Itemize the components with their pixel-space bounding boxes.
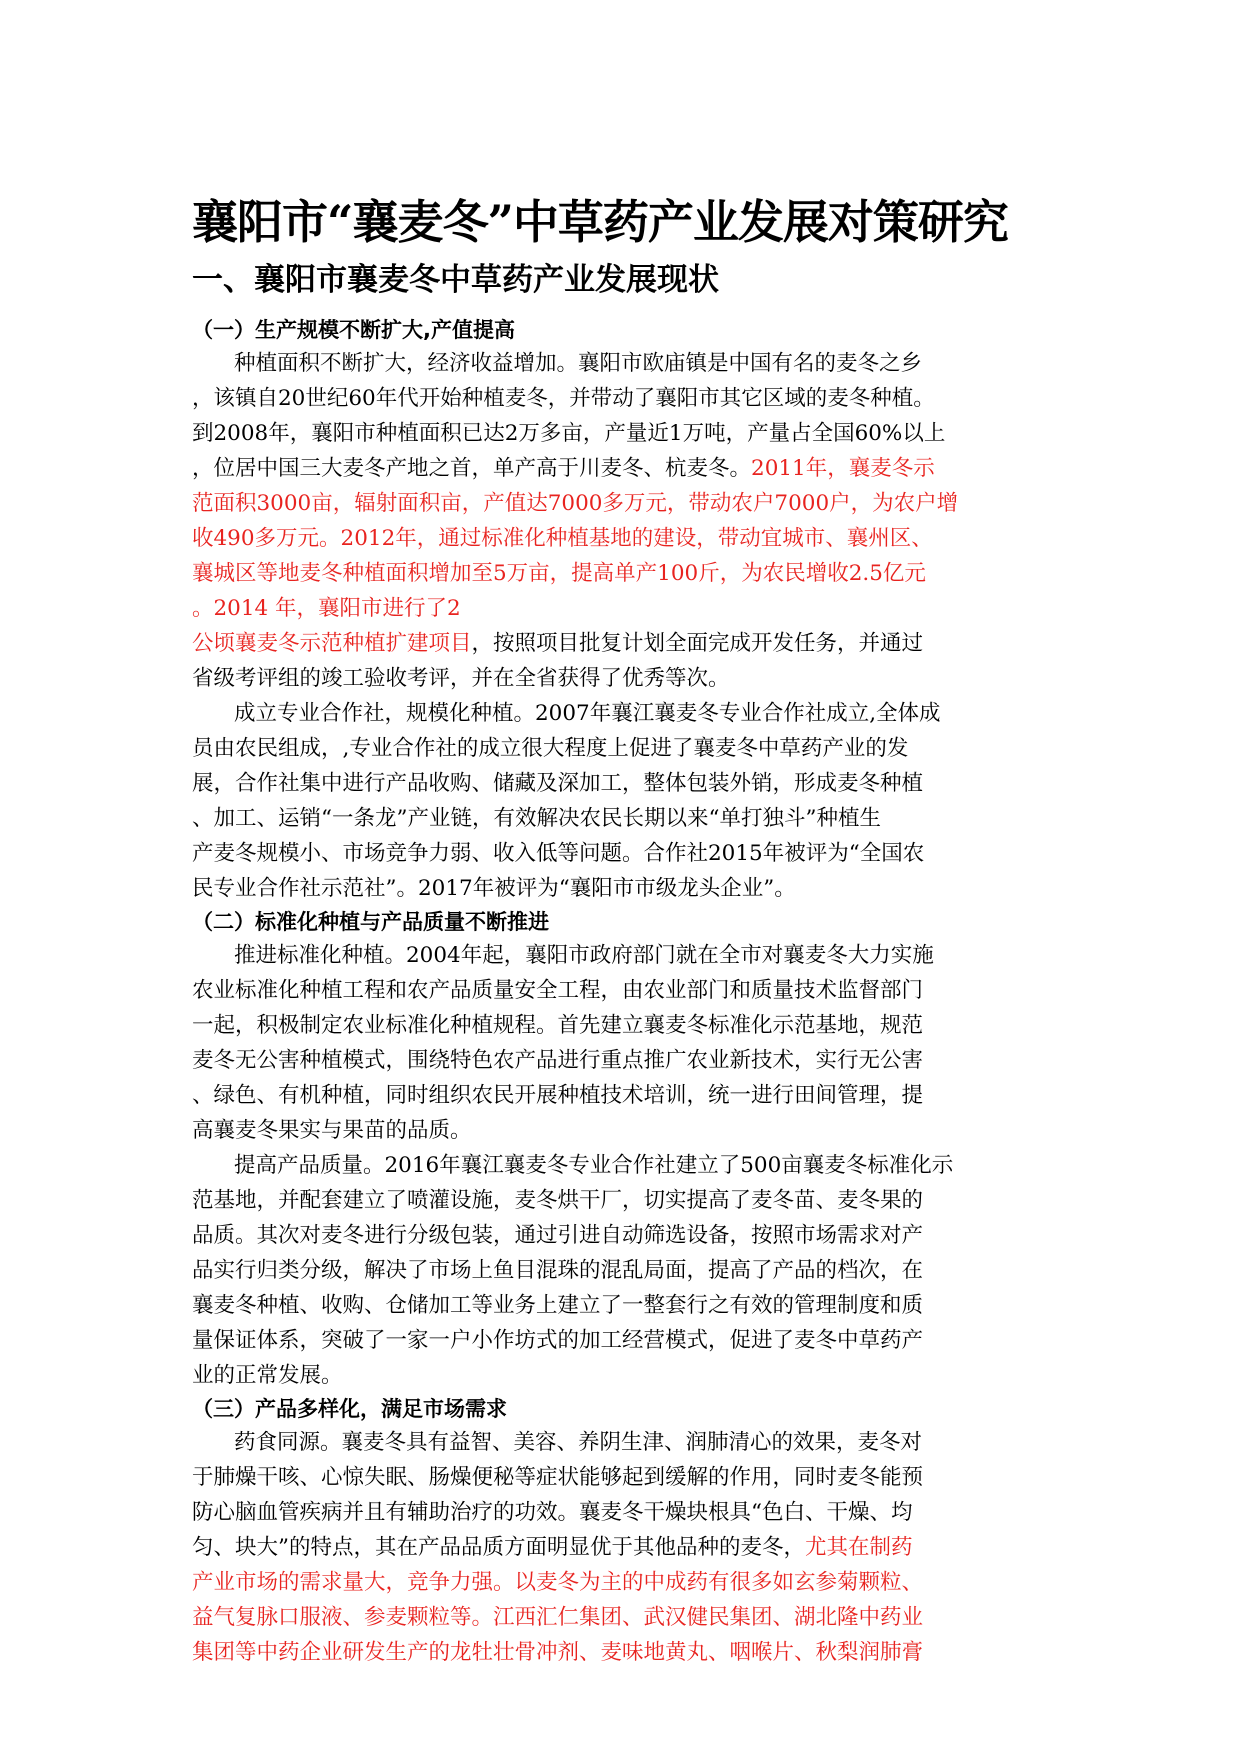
paragraph-line <box>192 381 1044 416</box>
paragraph-line <box>192 766 1044 801</box>
paragraph <box>192 938 1044 1148</box>
paragraph-line <box>192 1425 1044 1460</box>
paragraph-line <box>192 1495 1044 1530</box>
paragraph <box>192 346 1044 696</box>
text-run: 、绿色、有机种植，同时组织农民开展种植技术培训，统一进行田间管理，提 <box>192 1083 924 1108</box>
paragraph-line <box>192 801 1044 836</box>
document-body <box>192 192 1044 1670</box>
text-run: 品质。其次对麦冬进行分级包装，通过引进自动筛选设备，按照市场需求对产 <box>192 1223 924 1248</box>
paragraph-line <box>192 696 1044 731</box>
paragraph-line <box>192 1288 1044 1323</box>
paragraph-line <box>192 871 1044 906</box>
paragraph <box>192 1148 1044 1393</box>
text-run: ，位居中国三大麦冬产地之首，单产高于川麦冬、杭麦冬。 <box>192 456 752 481</box>
paragraph-line <box>192 1565 1044 1600</box>
paragraph-line <box>192 938 1044 973</box>
highlighted-text: 产业市场的需求量大，竞争力强。以麦冬为主的中成药有很多如玄参菊颗粒、 <box>192 1570 924 1595</box>
text-run: 范基地，并配套建立了喷灌设施，麦冬烘干厂，切实提高了麦冬苗、麦冬果的 <box>192 1188 924 1213</box>
paragraph-line <box>192 486 1044 521</box>
highlighted-text: 公顷襄麦冬示范种植扩建项目 <box>192 631 472 656</box>
text-run: 农业标准化种植工程和农产品质量安全工程，由农业部门和质量技术监督部门 <box>192 978 924 1003</box>
text-run: 员由农民组成，,专业合作社的成立很大程度上促进了襄麦冬中草药产业的发 <box>192 736 909 761</box>
text-run: 麦冬无公害种植模式，围绕特色农产品进行重点推广农业新技术，实行无公害 <box>192 1048 924 1073</box>
text-run: ，按照项目批复计划全面完成开发任务，并通过 <box>471 631 924 656</box>
text-run: 成立专业合作社，规模化种植。2007年襄江襄麦冬专业合作社成立,全体成 <box>234 701 941 726</box>
highlighted-text: 益气复脉口服液、参麦颗粒等。江西汇仁集团、武汉健民集团、湖北隆中药业 <box>192 1605 924 1630</box>
text-run: 高襄麦冬果实与果苗的品质。 <box>192 1118 472 1143</box>
text-run: 种植面积不断扩大，经济收益增加。襄阳市欧庙镇是中国有名的麦冬之乡 <box>234 351 923 376</box>
text-run: 一起，积极制定农业标准化种植规程。首先建立襄麦冬标准化示范基地，规范 <box>192 1013 924 1038</box>
text-run: 到2008年，襄阳市种植面积已达2万多亩，产量近1万吨，产量占全国60%以上 <box>192 421 946 446</box>
highlighted-text: 2011年，襄麦冬示 <box>751 456 935 481</box>
paragraph-line <box>192 451 1044 486</box>
highlighted-text: 尤其在制药 <box>805 1535 913 1560</box>
paragraph <box>192 1425 1044 1670</box>
paragraph-line <box>192 731 1044 766</box>
highlighted-text: 范面积3000亩，辐射面积亩，产值达7000多万元，带动农户7000户，为农户增 <box>192 491 959 516</box>
text-run: ，该镇自20世纪60年代开始种植麦冬，并带动了襄阳市其它区域的麦冬种植。 <box>192 386 935 411</box>
text-run: 匀、块大”的特点，其在产品品质方面明显优于其他品种的麦冬， <box>192 1535 805 1560</box>
text-run: 襄麦冬种植、收购、仓储加工等业务上建立了一整套行之有效的管理制度和质 <box>192 1293 924 1318</box>
text-run: 提高产品质量。2016年襄江襄麦冬专业合作社建立了500亩襄麦冬标准化示 <box>234 1153 954 1178</box>
paragraph-line <box>192 591 1044 626</box>
text-run: 推进标准化种植。2004年起，襄阳市政府部门就在全市对襄麦冬大力实施 <box>234 943 934 968</box>
text-run: 、加工、运销“一条龙”产业链，有效解决农民长期以来“单打独斗”种植生 <box>192 806 881 831</box>
highlighted-text: 集团等中药企业研发生产的龙牡壮骨冲剂、麦味地黄丸、咽喉片、秋梨润肺膏 <box>192 1640 924 1665</box>
paragraph-line <box>192 1113 1044 1148</box>
text-run: 防心脑血管疾病并且有辅助治疗的功效。襄麦冬干燥块根具“色白、干燥、均 <box>192 1500 913 1525</box>
paragraph <box>192 696 1044 906</box>
paragraph-line <box>192 1323 1044 1358</box>
paragraph-line <box>192 1008 1044 1043</box>
paragraph-line <box>192 626 1044 661</box>
paragraph-line <box>192 1078 1044 1113</box>
text-run: 品实行归类分级，解决了市场上鱼目混珠的混乱局面，提高了产品的档次，在 <box>192 1258 924 1283</box>
highlighted-text: 收490多万元。2012年，通过标准化种植基地的建设，带动宜城市、襄州区、 <box>192 526 933 551</box>
highlighted-text: 。2014 年，襄阳市进行了2 <box>192 596 461 621</box>
text-run: 量保证体系，突破了一家一户小作坊式的加工经营模式，促进了麦冬中草药产 <box>192 1328 924 1353</box>
subsection-heading-2: （二）标准化种植与产品质量不断推进 <box>192 910 549 934</box>
paragraph-line <box>192 1600 1044 1635</box>
paragraph-line <box>192 521 1044 556</box>
paragraph-line <box>192 556 1044 591</box>
section-heading: 一、襄阳市襄麦冬中草药产业发展现状 <box>192 262 719 298</box>
paragraph-line <box>192 973 1044 1008</box>
paragraph-line <box>192 1218 1044 1253</box>
paragraph-line <box>192 1635 1044 1670</box>
text-run: 产麦冬规模小、市场竞争力弱、收入低等问题。合作社2015年被评为“全国农 <box>192 841 925 866</box>
paragraph-line <box>192 1253 1044 1288</box>
text-run: 展，合作社集中进行产品收购、储藏及深加工，整体包装外销，形成麦冬种植 <box>192 771 924 796</box>
text-run: 药食同源。襄麦冬具有益智、美容、养阴生津、润肺清心的效果，麦冬对 <box>234 1430 923 1455</box>
paragraph-line <box>192 1358 1044 1393</box>
highlighted-text: 襄城区等地麦冬种植面积增加至5万亩，提高单产100斤，为农民增收2.5亿元 <box>192 561 926 586</box>
paragraph-line <box>192 346 1044 381</box>
document-title: 襄阳市“襄麦冬”中草药产业发展对策研究 <box>192 195 1008 249</box>
text-run: 民专业合作社示范社”。2017年被评为“襄阳市市级龙头企业”。 <box>192 876 796 901</box>
text-run: 于肺燥干咳、心惊失眠、肠燥便秘等症状能够起到缓解的作用，同时麦冬能预 <box>192 1465 924 1490</box>
paragraph-line <box>192 1530 1044 1565</box>
paragraph-line <box>192 1183 1044 1218</box>
text-run: 业的正常发展。 <box>192 1363 343 1388</box>
paragraph-line <box>192 1043 1044 1078</box>
text-run: 省级考评组的竣工验收考评，并在全省获得了优秀等次。 <box>192 666 730 691</box>
paragraph-line <box>192 661 1044 696</box>
subsection-heading-1: （一）生产规模不断扩大,产值提高 <box>192 318 515 342</box>
paragraph-line <box>192 416 1044 451</box>
paragraph-line <box>192 836 1044 871</box>
paragraph-line <box>192 1148 1044 1183</box>
subsection-heading-3: （三）产品多样化，满足市场需求 <box>192 1397 507 1421</box>
paragraph-line <box>192 1460 1044 1495</box>
